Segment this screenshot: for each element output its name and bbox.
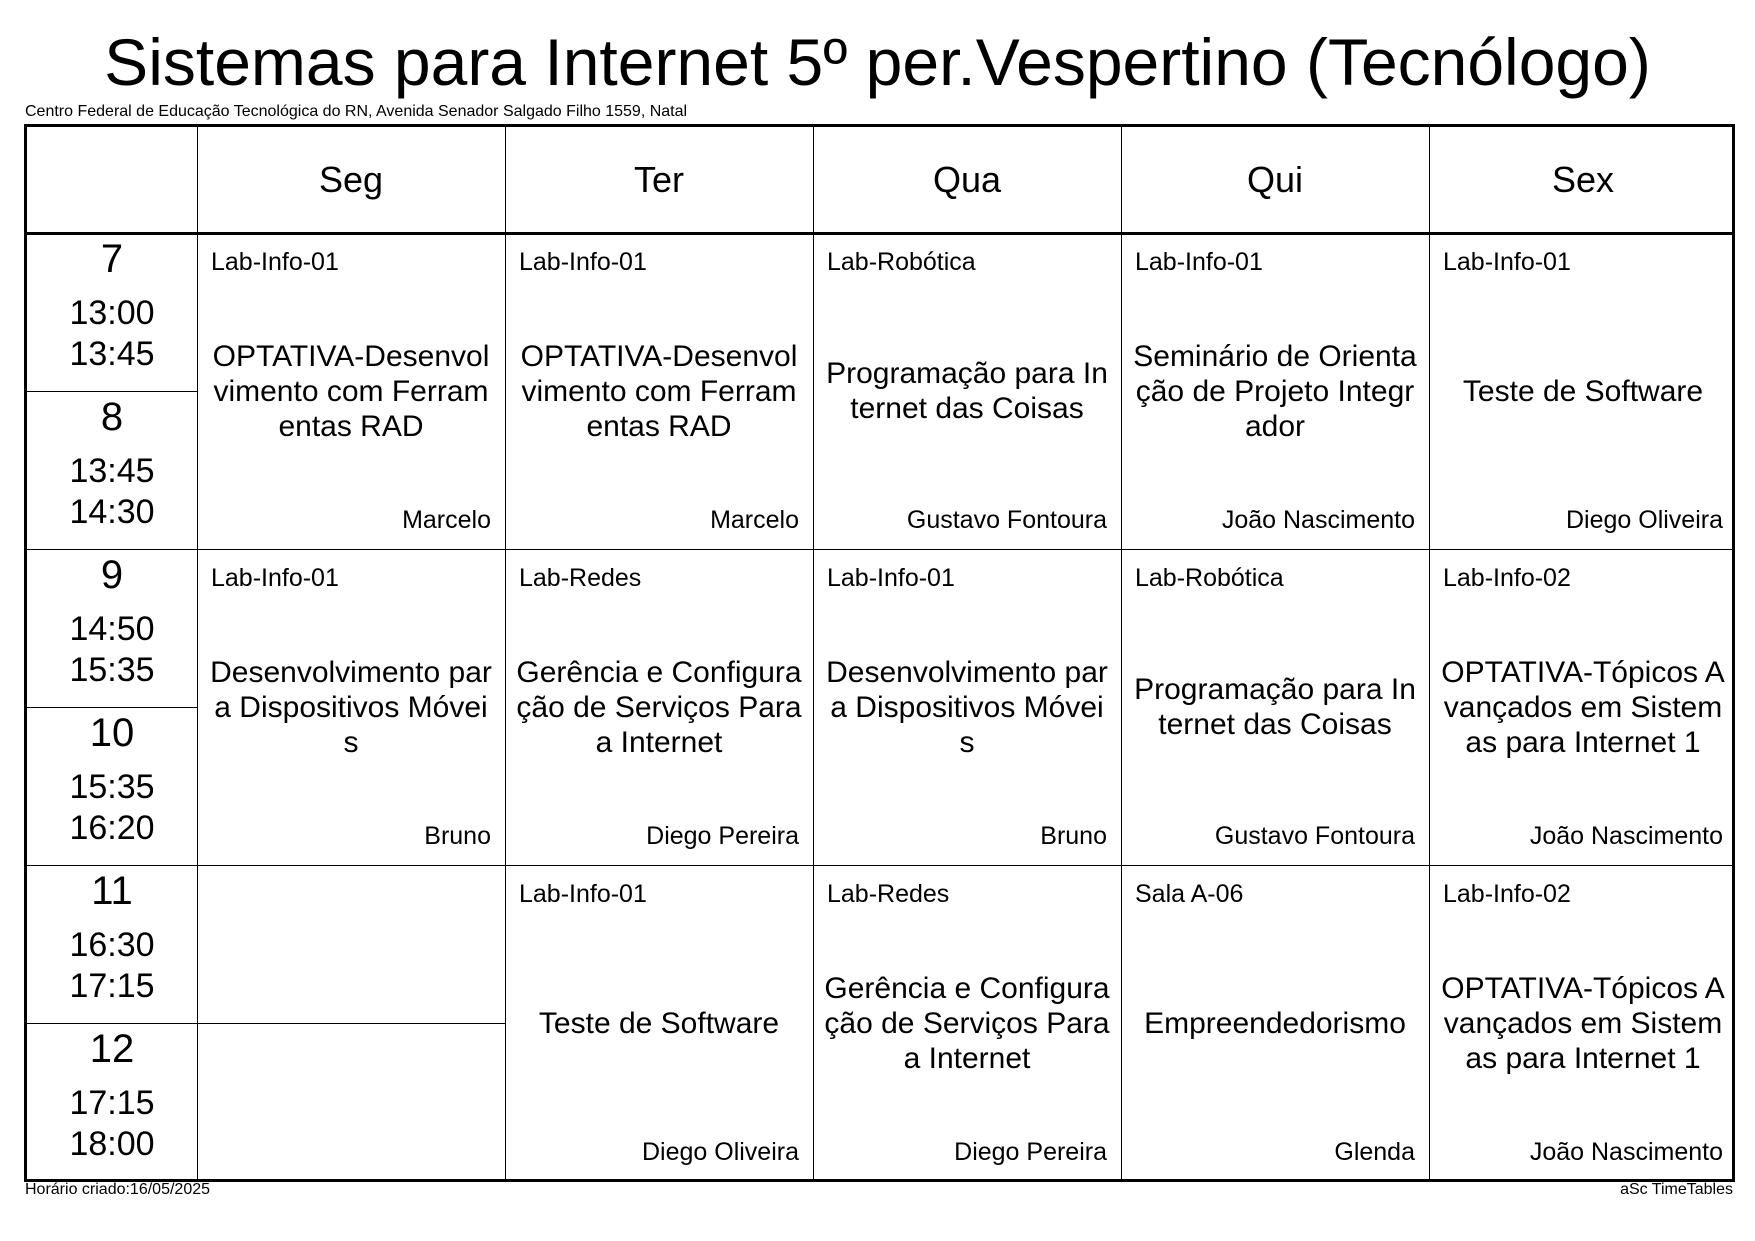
lesson-subject: Teste de Software <box>1462 374 1704 408</box>
lesson-teacher: Bruno <box>1040 822 1107 850</box>
period-label <box>27 865 197 1023</box>
lesson-subject: Programação para Internet das Coisas <box>1134 673 1416 741</box>
page-title: Sistemas para Internet 5º per.Vespertino (Tecnólogo) <box>104 25 1651 99</box>
lesson-teacher: Marcelo <box>710 506 799 534</box>
period-time <box>27 451 197 533</box>
lesson-teacher: Gustavo Fontoura <box>1214 822 1415 850</box>
period-number: 7 <box>100 237 124 281</box>
period-time <box>27 767 197 849</box>
period-start-time: 13:00 <box>69 294 155 332</box>
lesson-teacher: Diego Oliveira <box>641 1138 799 1166</box>
lesson-room: Lab-Info-01 <box>519 880 647 908</box>
period-end-time: 17:15 <box>69 967 155 1005</box>
period-time <box>27 293 197 375</box>
lesson-cell[interactable] <box>813 865 1121 1181</box>
period-number: 11 <box>91 869 133 913</box>
day-header: Qua <box>932 159 1002 200</box>
period-start-time: 14:50 <box>69 610 155 648</box>
lesson-teacher: Glenda <box>1334 1138 1415 1166</box>
period-time <box>27 925 197 1007</box>
lesson-room: Lab-Info-02 <box>1443 880 1571 908</box>
lesson-teacher: Diego Pereira <box>954 1138 1107 1166</box>
lesson-room: Lab-Robótica <box>827 248 976 276</box>
lesson-room: Lab-Robótica <box>1135 564 1284 592</box>
lesson-room: Lab-Info-01 <box>1135 248 1263 276</box>
lesson-room: Lab-Info-01 <box>211 248 339 276</box>
period-start-time: 13:45 <box>69 452 155 490</box>
lesson-subject: OPTATIVA-Desenvolvimento com Ferramentas RAD <box>212 339 490 443</box>
lesson-room: Lab-Info-01 <box>519 248 647 276</box>
period-label <box>27 391 197 549</box>
row-divider <box>27 391 197 392</box>
period-time <box>27 1083 197 1165</box>
lesson-room: Lab-Redes <box>827 880 950 908</box>
lesson-teacher: Gustavo Fontoura <box>906 506 1107 534</box>
period-label <box>27 1023 197 1181</box>
lesson-cell[interactable] <box>197 549 505 865</box>
lesson-cell[interactable] <box>197 233 505 549</box>
row-divider <box>27 1023 197 1024</box>
lesson-teacher: João Nascimento <box>1529 1138 1723 1166</box>
lesson-subject: OPTATIVA-Tópicos Avançados em Sistemas para Internet 1 <box>1441 971 1725 1075</box>
period-label <box>27 233 197 391</box>
day-header: Sex <box>1551 159 1615 200</box>
school-address: Centro Federal de Educação Tecnológica do RN, Avenida Senador Salgado Filho 1559, Natal <box>25 103 688 120</box>
lesson-cell[interactable] <box>1121 233 1429 549</box>
period-start-time: 16:30 <box>69 926 155 964</box>
lesson-room: Lab-Redes <box>519 564 642 592</box>
lesson-cell[interactable] <box>505 233 813 549</box>
period-number: 8 <box>100 395 124 439</box>
lesson-subject: OPTATIVA-Tópicos Avançados em Sistemas para Internet 1 <box>1441 655 1725 759</box>
period-start-time: 15:35 <box>69 768 155 806</box>
lesson-room: Sala A-06 <box>1135 880 1244 908</box>
period-end-time: 16:20 <box>69 809 155 847</box>
period-label <box>27 707 197 865</box>
period-end-time: 13:45 <box>69 335 155 373</box>
created-date: Horário criado:16/05/2025 <box>25 1181 211 1198</box>
timetable-grid <box>24 124 1735 1182</box>
lesson-subject: Teste de Software <box>538 1006 780 1040</box>
row-divider <box>27 707 197 708</box>
lesson-cell[interactable] <box>813 233 1121 549</box>
lesson-room: Lab-Info-02 <box>1443 564 1571 592</box>
lesson-subject: Gerência e Configuração de Serviços Para a Internet <box>516 655 802 759</box>
lesson-teacher: João Nascimento <box>1529 822 1723 850</box>
lesson-subject: Seminário de Orientação de Projeto Integrador <box>1133 339 1417 443</box>
lesson-subject: Desenvolvimento para Dispositivos Móveis <box>210 655 492 759</box>
lesson-cell[interactable] <box>1429 549 1737 865</box>
period-start-time: 17:15 <box>69 1084 155 1122</box>
period-end-time: 18:00 <box>69 1125 155 1163</box>
lesson-subject: Programação para Internet das Coisas <box>826 357 1108 425</box>
period-end-time: 15:35 <box>69 651 155 689</box>
software-credit: aSc TimeTables <box>1620 1181 1733 1198</box>
lesson-room: Lab-Info-01 <box>1443 248 1571 276</box>
lesson-teacher: João Nascimento <box>1221 506 1415 534</box>
day-header: Qui <box>1246 159 1304 200</box>
period-end-time: 14:30 <box>69 493 155 531</box>
lesson-teacher: Bruno <box>424 822 491 850</box>
period-number: 12 <box>89 1027 135 1071</box>
lesson-room: Lab-Info-01 <box>827 564 955 592</box>
lesson-subject: Gerência e Configuração de Serviços Para a Internet <box>824 971 1110 1075</box>
day-header: Seg <box>318 159 384 200</box>
lesson-cell[interactable] <box>1121 549 1429 865</box>
period-label <box>27 549 197 707</box>
lesson-cell[interactable] <box>505 865 813 1181</box>
lesson-teacher: Marcelo <box>402 506 491 534</box>
lesson-subject: Desenvolvimento para Dispositivos Móveis <box>826 655 1108 759</box>
period-number: 9 <box>100 553 124 597</box>
lesson-teacher: Diego Oliveira <box>1565 506 1723 534</box>
day-header: Ter <box>633 159 684 200</box>
lesson-room: Lab-Info-01 <box>211 564 339 592</box>
period-number: 10 <box>89 711 135 755</box>
lesson-cell[interactable] <box>505 549 813 865</box>
lesson-teacher: Diego Pereira <box>646 822 799 850</box>
lesson-subject: Empreendedorismo <box>1144 1006 1406 1040</box>
lesson-cell[interactable] <box>1121 865 1429 1181</box>
lesson-cell[interactable] <box>1429 865 1737 1181</box>
row-divider <box>197 1023 505 1024</box>
lesson-cell[interactable] <box>813 549 1121 865</box>
period-time <box>27 609 197 691</box>
lesson-cell[interactable] <box>1429 233 1737 549</box>
lesson-subject: OPTATIVA-Desenvolvimento com Ferramentas RAD <box>520 339 798 443</box>
